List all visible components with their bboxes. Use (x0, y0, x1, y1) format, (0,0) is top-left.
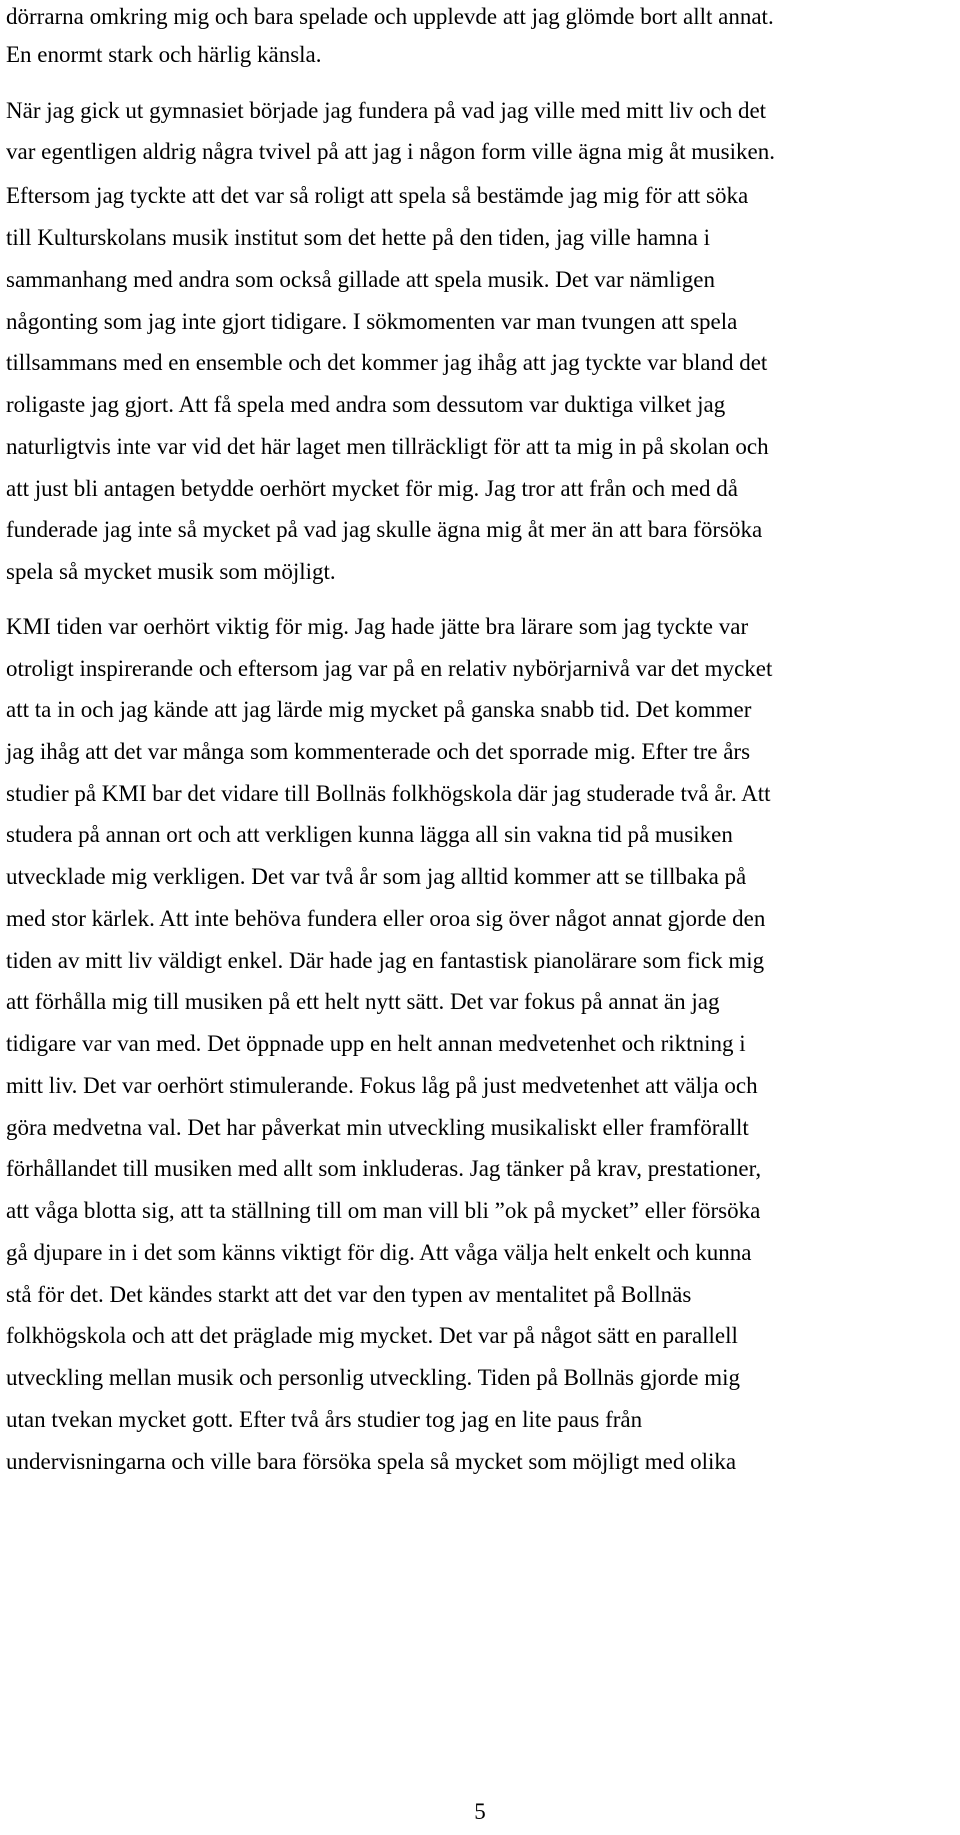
text-line: utan tvekan mycket gott. Efter två års studier tog jag en lite paus från (6, 1407, 643, 1432)
text-line: tiden av mitt liv väldigt enkel. Där hade jag en fantastisk pianolärare som fick mig (6, 948, 765, 973)
text-line: roligaste jag gjort. Att få spela med andra som dessutom var duktiga vilket jag (6, 392, 726, 417)
text-line: studier på KMI bar det vidare till Bollnäs folkhögskola där jag studerade två år. Att (6, 781, 771, 806)
text-line: folkhögskola och att det präglade mig mycket. Det var på något sätt en parallell (6, 1323, 738, 1348)
text-line: göra medvetna val. Det har påverkat min utveckling musikaliskt eller framförallt (6, 1115, 749, 1140)
text-line: mitt liv. Det var oerhört stimulerande. Fokus låg på just medvetenhet att välja och (6, 1073, 758, 1098)
text-line: utvecklade mig verkligen. Det var två år som jag alltid kommer att se tillbaka på (6, 864, 747, 889)
text-line: att ta in och jag kände att jag lärde mig mycket på ganska snabb tid. Det kommer (6, 697, 752, 722)
text-line: jag ihåg att det var många som kommenterade och det sporrade mig. Efter tre års (6, 739, 751, 764)
text-line: sammanhang med andra som också gillade att spela musik. Det var nämligen (6, 267, 715, 292)
text-line: KMI tiden var oerhört viktig för mig. Jag hade jätte bra lärare som jag tyckte var (6, 614, 749, 639)
text-line: att förhålla mig till musiken på ett helt nytt sätt. Det var fokus på annat än jag (6, 989, 720, 1014)
text-line: När jag gick ut gymnasiet började jag fundera på vad jag ville med mitt liv och det (6, 98, 767, 123)
text-line: studera på annan ort och att verkligen kunna lägga all sin vakna tid på musiken (6, 822, 733, 847)
text-line: till Kulturskolans musik institut som det hette på den tiden, jag ville hamna i (6, 225, 710, 250)
text-line: var egentligen aldrig några tvivel på att jag i någon form ville ägna mig åt musiken. (6, 139, 775, 164)
text-line: spela så mycket musik som möjligt. (6, 559, 336, 584)
page-number: 5 (474, 1799, 486, 1824)
text-line: utveckling mellan musik och personlig utveckling. Tiden på Bollnäs gjorde mig (6, 1365, 741, 1390)
text-line: stå för det. Det kändes starkt att det var den typen av mentalitet på Bollnäs (6, 1282, 692, 1307)
text-line: undervisningarna och ville bara försöka spela så mycket som möjligt med olika (6, 1449, 737, 1474)
text-line: En enormt stark och härlig känsla. (6, 42, 322, 67)
text-line: tidigare var van med. Det öppnade upp en helt annan medvetenhet och riktning i (6, 1031, 746, 1056)
text-line: med stor kärlek. Att inte behöva fundera eller oroa sig över något annat gjorde den (6, 906, 766, 931)
text-line: att just bli antagen betydde oerhört mycket för mig. Jag tror att från och med då (6, 476, 738, 501)
text-line: någonting som jag inte gjort tidigare. I sökmomenten var man tvungen att spela (6, 309, 738, 334)
text-line: otroligt inspirerande och eftersom jag var på en relativ nybörjarnivå var det mycket (6, 656, 773, 681)
text-line: Eftersom jag tyckte att det var så roligt att spela så bestämde jag mig för att söka (6, 183, 749, 208)
text-line: dörrarna omkring mig och bara spelade och upplevde att jag glömde bort allt annat. (6, 4, 774, 29)
text-line: förhållandet till musiken med allt som inkluderas. Jag tänker på krav, prestationer, (6, 1156, 762, 1181)
text-line: naturligtvis inte var vid det här laget men tillräckligt för att ta mig in på skolan och (6, 434, 769, 459)
text-line: gå djupare in i det som känns viktigt för dig. Att våga välja helt enkelt och kunna (6, 1240, 752, 1265)
text-line: att våga blotta sig, att ta ställning till om man vill bli ”ok på mycket” eller försöka (6, 1198, 761, 1223)
text-line: tillsammans med en ensemble och det kommer jag ihåg att jag tyckte var bland det (6, 350, 768, 375)
text-line: funderade jag inte så mycket på vad jag skulle ägna mig åt mer än att bara försöka (6, 517, 763, 542)
